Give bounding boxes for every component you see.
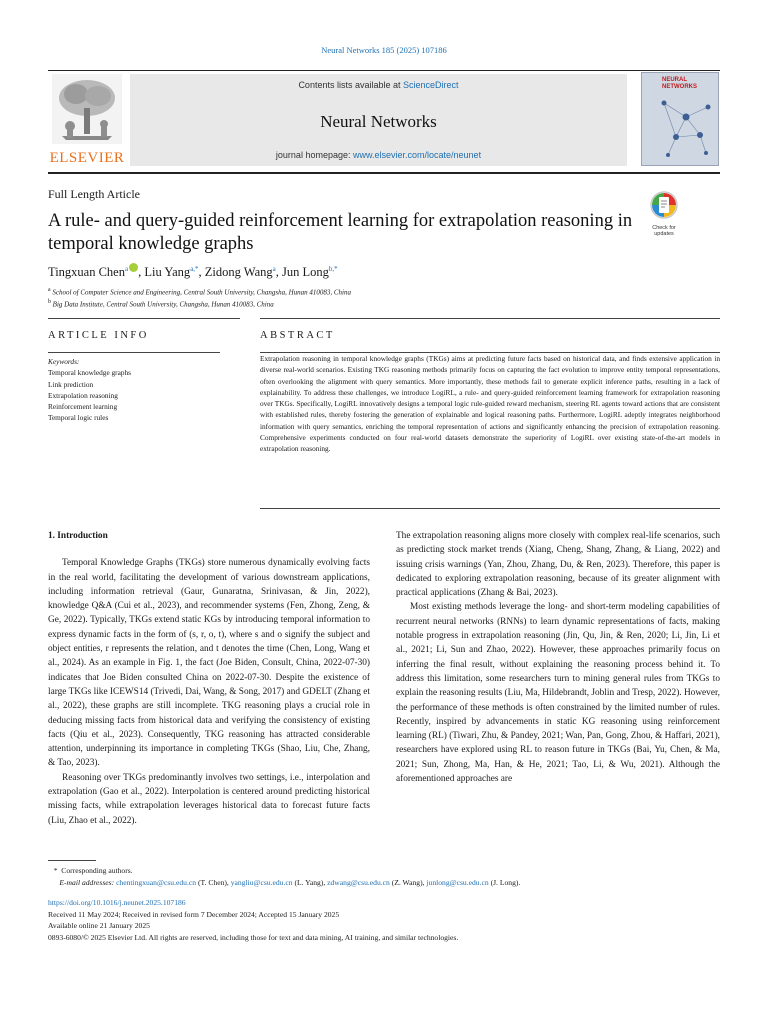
cover-network-illustration [656, 93, 718, 163]
affiliation-mark: a [48, 287, 51, 293]
author-name[interactable]: Zidong Wang [204, 265, 273, 279]
keyword: Temporal logic rules [48, 413, 109, 423]
publisher-name: ELSEVIER [49, 150, 125, 166]
journal-title: Neural Networks [320, 112, 437, 131]
abstract-heading: ABSTRACT [260, 330, 335, 341]
elsevier-logo[interactable] [48, 74, 126, 166]
journal-reference[interactable]: Neural Networks 185 (2025) 107186 [321, 45, 447, 55]
crossmark-label: Check for updates [652, 225, 676, 237]
divider [260, 318, 720, 319]
contents-prefix: Contents lists available at [298, 80, 401, 90]
keywords-label: Keywords: [48, 357, 80, 366]
email-owner: (J. Long). [490, 878, 521, 887]
homepage-link[interactable]: www.elsevier.com/locate/neunet [353, 150, 482, 160]
check-for-updates-badge[interactable] [646, 190, 682, 237]
affiliations [48, 285, 351, 310]
header-rule [48, 70, 720, 71]
author-affil-mark[interactable]: a [124, 264, 129, 273]
email-link[interactable]: junlong@csu.edu.cn [426, 878, 489, 887]
paper-title: A rule- and query-guided reinforcement learning for extrapolation reasoning in temporal knowledge graphs [48, 211, 633, 254]
received-dates: Received 11 May 2024; Received in revised form 7 December 2024; Accepted 15 January 2025 [48, 909, 340, 919]
email-label: E-mail addresses: [59, 878, 115, 887]
sciencedirect-link[interactable]: ScienceDirect [403, 80, 459, 90]
body-paragraph: Temporal Knowledge Graphs (TKGs) store numerous dynamically evolving facts in the real world, facilitating the development of various downstream applications, including information retrieval (Gaur, Gunaratna, Srinivasan, & Jin, 2022), knowledge Q&A (Cui et al., 2023), and recommender systems (Fen, Zhong, Zeng, & Ge, 2022). Typically, TKGs extend static KGs by introducing temporal information to express dynamic facts in the form of (s, r, o, t), where s and o signify the subject and object entities, r represents the relation, and t denotes the time (Chen, Long, Wang et al., 2024). As an example in Fig. 1, the fact (Joe Biden, Consult, China, 2022-07-30) indicates that Joe Biden consulted China on 2022-07-30. Despite the existence of large TKGs like ICEWS14 (Trivedi, Dai, Wang, & Song, 2017) and GDELT (Zhang et al., 2022), these graphs are still incomplete. TKG reasoning plays a crucial role in deducing missing facts from historical data and verifying the consistency of existing facts (Qiu et al., 2023). Consequently, TKG reasoning has attracted considerable attention, underpinning its importance in completing TKGs (Shao, Liu, Che, Zhang, & Tao, 2023). [48, 558, 370, 769]
email-owner: (T. Chen), [197, 878, 229, 887]
divider [48, 318, 240, 319]
author-list: Tingxuan Chen$^a$ , Liu Yang$^{a,*}$, Zidong Wang$^a$, Jun Long$^{b,*}$ [48, 264, 338, 279]
section-heading: 1. Introduction [48, 531, 108, 541]
body-column-left [48, 529, 370, 828]
article-info-heading: ARTICLE INFO [48, 330, 149, 341]
crossmark-icon [649, 190, 679, 220]
contents-line [130, 80, 627, 90]
body-paragraph: Most existing methods leverage the long- and short-term modeling capabilities of recurrent neural networks (RNNs) to learn dynamic representations of facts, making notable progress in extrapolation reasoning (Jin, Qu, Jin, & Ren, 2020; Li, Jin, Li et al., 2021; Li, Sun and Zhao, 2022). However, these approaches primarily focus on inferring the final result, without explaining the reasoning process behind it. To address this limitation, some researchers turn to mining general rules from TKGs to explain the reasoning results (Liu, Ma, Hildebrandt, Joblin and Tresp, 2022). However, the performance of these methods is often constrained by the limited number of rules. Recently, inspired by advancements in static KG reasoning using reinforcement learning (RL) (Tiwari, Zhu, & Pandey, 2021; Wan, Pan, Gong, Zhou, & Haffari, 2021), researchers have explored using RL to reason future in TKGs (Bai, Yu, Chen, & Ma, 2021; Sun, Zhong, Ma, Han, & He, 2021; Tao, Li, & Wu, 2021). Although the aforementioned approaches are [396, 602, 720, 785]
keyword: Reinforcement learning [48, 402, 118, 412]
abstract-text: Extrapolation reasoning in temporal knowledge graphs (TKGs) aims at predicting future facts based on historical data, and finds extensive application in diverse real-world scenarios. Existing TKG reasoning methods primarily focus on capturing the fact evolution to improve entity temporal representations, often overlooking the alignment with query semantics. More importantly, these methods fail to generate explicit inference paths, resulting in a lack of explainability. To address these challenges, we introduce LogiRL, a rule- and query-guided reinforcement learning framework for extrapolation reasoning over TKGs. Specifically, LogiRL innovatively designs a temporal logic rule-guided reward mechanism, steering RL agents toward actions that are consistent with established rules, thereby fostering the generation of explainable and logical reasoning paths. Furthermore, LogiRL adeptly integrates neighborhood information with query semantics, enriching the temporal representation of actions and significantly enhancing the precision of extrapolation reasoning. Comprehensive experiments conducted on four real-world datasets demonstrate the superiority of LogiRL over existing state-of-the-art models in extrapolation reasoning. [260, 354, 720, 454]
copyright-line: 0893-6080/© 2025 Elsevier Ltd. All rights are reserved, including those for text and data mining, AI training, and similar technologies. [48, 932, 459, 942]
email-link[interactable]: chentingxuan@csu.edu.cn [116, 878, 197, 887]
author-name[interactable]: Jun Long [282, 265, 329, 279]
email-owner: (L. Yang), [294, 878, 326, 887]
author-name[interactable]: Tingxuan Chen [48, 265, 125, 279]
author-affil-mark[interactable]: a [272, 264, 276, 273]
affiliation-line [48, 285, 351, 297]
elsevier-tree-icon [52, 74, 122, 144]
journal-cover-image[interactable] [641, 72, 719, 166]
keyword: Link prediction [48, 379, 94, 389]
affiliation-text: School of Computer Science and Engineering, Central South University, Changsha, Hunan 410083, China [52, 288, 351, 297]
orcid-icon[interactable] [129, 263, 138, 272]
article-type: Full Length Article [48, 187, 140, 201]
author-affil-mark[interactable]: a,* [190, 264, 199, 273]
header-rule-thick [48, 172, 720, 174]
affiliation-text: Big Data Institute, Central South University, Changsha, Hunan 410083, China [52, 300, 274, 309]
body-column-right [396, 529, 720, 786]
homepage-line [130, 150, 627, 160]
body-paragraph: Reasoning over TKGs predominantly involves two settings, i.e., interpolation and extrapolation (Gao et al., 2022). Interpolation is centered around predicting historical missing facts, while extrapolation leverages historical data to forecast future facts (Liu, Zhao et al., 2022). [48, 772, 370, 826]
author-name[interactable]: Liu Yang [144, 265, 191, 279]
email-link[interactable]: zdwang@csu.edu.cn [327, 878, 390, 887]
footnote-rule [48, 860, 96, 861]
email-link[interactable]: yangliu@csu.edu.cn [230, 878, 293, 887]
email-line [48, 877, 728, 889]
journal-banner [130, 74, 627, 166]
email-owner: (Z. Wang), [391, 878, 425, 887]
online-date: Available online 21 January 2025 [48, 921, 150, 930]
body-paragraph: The extrapolation reasoning aligns more closely with complex real-life scenarios, such as predicting stock market trends (Xiang, Cheng, Shang, Zhang, & Liang, 2022) and issuing crisis warnings (Yan, Zhou, Zhang, Du, & Ren, 2023). Therefore, this paper is dedicated to exploring extrapolation reasoning, because of its greater alignment with practical applications (Zhang & Bai, 2023). [396, 531, 720, 599]
corresponding-text: Corresponding authors. [61, 866, 133, 875]
footnotes [48, 865, 728, 889]
keyword: Extrapolation reasoning [48, 390, 118, 400]
divider [48, 352, 220, 353]
affiliation-line [48, 297, 351, 309]
keywords-block [48, 356, 228, 424]
divider [260, 508, 720, 509]
doi-link[interactable]: https://doi.org/10.1016/j.neunet.2025.107186 [48, 898, 186, 907]
homepage-prefix: journal homepage: [275, 150, 351, 160]
publication-meta [48, 897, 728, 943]
affiliation-mark: b [48, 299, 51, 306]
cover-title: NEURAL NETWORKS [662, 77, 697, 90]
author-affil-mark[interactable]: b,* [328, 264, 338, 273]
corresponding-note: * Corresponding authors. [48, 866, 133, 875]
keyword: Temporal knowledge graphs [48, 368, 131, 378]
